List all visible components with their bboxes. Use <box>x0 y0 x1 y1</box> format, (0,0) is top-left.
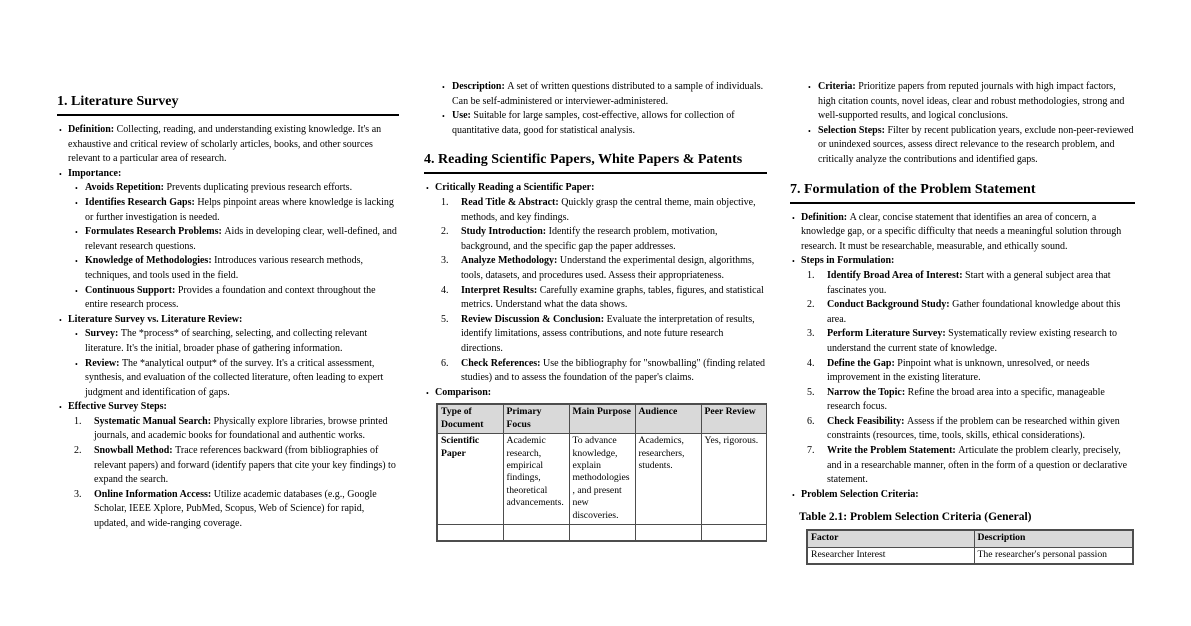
bullet-icon: • <box>426 388 429 398</box>
table-header-cell: Peer Review <box>701 404 767 433</box>
list-item-label: Continuous Support: <box>85 284 176 296</box>
list-item-label: Read Title & Abstract: <box>461 196 559 208</box>
list-item-text: Introduces various research methods, techniques, and tools used in the field. <box>85 255 363 281</box>
list-item <box>57 327 399 356</box>
number-marker: 1. <box>807 269 815 281</box>
list-item <box>424 225 767 254</box>
list-item-label: Use: <box>452 110 471 122</box>
list-item <box>424 109 767 138</box>
list-item-label: Analyze Methodology: <box>461 255 558 267</box>
list-item-label: Review: <box>85 357 120 369</box>
bullet-icon: • <box>75 184 78 194</box>
document-column-2 <box>424 80 767 626</box>
list-item-text: Quickly grasp the central theme, main objective, methods, and key findings. <box>461 196 756 223</box>
table-cell: The researcher's personal passion <box>974 547 1133 564</box>
bullet-icon: • <box>75 257 78 267</box>
list-item-label: Identifies Research Gaps: <box>85 196 195 208</box>
list-item <box>57 123 399 167</box>
table-cell <box>569 524 635 541</box>
list-item-text: Identify the research problem, motivation, background, and the specific gap the paper addresses. <box>461 226 718 252</box>
list-item <box>790 488 1135 503</box>
number-marker: 6. <box>807 415 815 427</box>
document-column-1 <box>57 80 399 626</box>
list-item <box>424 357 767 386</box>
list-item-text: Helps pinpoint areas where knowledge is lacking or further investigation is needed. <box>85 196 394 223</box>
bullet-icon: • <box>792 490 795 500</box>
number-marker: 5. <box>807 386 815 398</box>
list-item-label: Problem Selection Criteria: <box>801 488 919 500</box>
list-item <box>424 80 767 109</box>
list-item-label: Systematic Manual Search: <box>94 415 212 427</box>
list-item-label: Check Feasibility: <box>827 415 905 427</box>
list-item-label: Avoids Repetition: <box>85 182 164 194</box>
table-cell <box>437 524 503 541</box>
list-item <box>57 225 399 254</box>
list-item-label: Perform Literature Survey: <box>827 328 946 340</box>
list-item <box>57 284 399 313</box>
list-item-text: Refine the broad area into a specific, manageable research focus. <box>827 386 1105 413</box>
list-item-label: Effective Survey Steps: <box>68 401 167 413</box>
list-item-text: Collecting, reading, and understanding existing knowledge. It's an exhaustive and critical review of scholarly articles, books, and other sources relevant to a particular area of research. <box>68 124 382 165</box>
list-item-text: Aids in developing clear, well-defined, and relevant research questions. <box>85 226 397 252</box>
list-item-text: Assess if the problem can be researched within given constraints (resources, time, tools, skills, ethical considerations). <box>827 415 1120 442</box>
list-item <box>424 181 767 196</box>
table-header-cell: Description <box>974 530 1133 547</box>
list-item <box>790 444 1135 488</box>
list-item-text: Pinpoint what is unknown, unresolved, or needs improvement in the existing literature. <box>827 357 1090 384</box>
list-item <box>57 444 399 488</box>
list-item-text: Evaluate the interpretation of results, identify limitations, assess contributions, and note future research directions. <box>461 313 755 354</box>
list-item-label: Literature Survey vs. Literature Review: <box>68 313 243 325</box>
list-item-label: Importance: <box>68 167 122 179</box>
number-marker: 3. <box>807 328 815 340</box>
list-item-label: Criteria: <box>818 81 856 92</box>
section-heading: 4. Reading Scientific Papers, White Papers & Patents <box>424 151 767 174</box>
list-item-text: A clear, concise statement that identifies an area of concern, a knowledge gap, or a specific difficulty that needs a meaningful solution through research. It must be researchable, measurable, and ethically sound. <box>801 211 1122 252</box>
number-marker: 6. <box>441 357 449 369</box>
list-item <box>790 298 1135 327</box>
list-item <box>57 196 399 225</box>
number-marker: 3. <box>441 255 449 267</box>
list-item-text: Prioritize papers from reputed journals with high impact factors, high citation counts, novel ideas, clear and robust methodologies, strong and well-supported results, and logical conclusions. <box>818 81 1125 122</box>
list-item-label: Steps in Formulation: <box>801 255 895 267</box>
number-marker: 1. <box>74 415 82 427</box>
table-caption: Table 2.1: Problem Selection Criteria (General) <box>799 511 1032 524</box>
table-cell <box>503 524 569 541</box>
comparison-table <box>436 403 767 542</box>
number-marker: 2. <box>74 445 82 457</box>
bullet-icon: • <box>792 213 795 223</box>
list-item-text: The *process* of searching, selecting, and collecting relevant literature. It's the initial, broader phase of gathering information. <box>85 328 368 354</box>
list-item <box>57 357 399 401</box>
table-header-cell: Primary Focus <box>503 404 569 433</box>
bullet-icon: • <box>75 286 78 296</box>
list-item-text: Systematically review existing research to understand the current state of knowledge. <box>827 328 1118 354</box>
list-item-text: A set of written questions distributed to a sample of individuals. Can be self-administered or interviewer-administered. <box>452 81 764 107</box>
list-item <box>790 415 1135 444</box>
list-item-text: Utilize academic databases (e.g., Google Scholar, IEEE Xplore, PubMed, Scopus, Web of Science) for rapid, updated, and wide-ranging coverage. <box>94 488 377 530</box>
list-item-text: Carefully examine graphs, tables, figures, and statistical metrics. Understand what the data shows. <box>461 284 764 311</box>
number-marker: 4. <box>441 284 449 296</box>
number-marker: 2. <box>441 226 449 238</box>
list-item <box>790 269 1135 298</box>
criteria-table <box>806 529 1134 565</box>
table-cell: Scientific Paper <box>437 434 503 525</box>
list-item-label: Selection Steps: <box>818 124 885 136</box>
list-item-text: Filter by recent publication years, exclude non-peer-reviewed or unindexed sources, assess direct relevance to the research problem, and critically analyze the contributions and identified gaps. <box>818 124 1134 165</box>
number-marker: 3. <box>74 488 82 500</box>
number-marker: 7. <box>807 445 815 457</box>
section-heading: 1. Literature Survey <box>57 93 399 116</box>
list-item-label: Knowledge of Methodologies: <box>85 255 212 267</box>
list-item-text: Provides a foundation and context throughout the entire research process. <box>85 284 376 311</box>
bullet-icon: • <box>59 126 62 135</box>
list-item-text: Physically explore libraries, browse printed journals, and academic books for foundational and authentic works. <box>94 415 388 442</box>
list-item <box>57 254 399 283</box>
list-item <box>57 488 399 532</box>
list-item-label: Critically Reading a Scientific Paper: <box>435 182 595 194</box>
list-item <box>424 254 767 283</box>
table-row <box>807 547 1133 564</box>
list-item <box>57 415 399 444</box>
table-header-cell: Factor <box>807 530 974 547</box>
list-item-label: Narrow the Topic: <box>827 386 906 398</box>
bullet-icon: • <box>75 228 78 238</box>
list-item-label: Description: <box>452 81 505 92</box>
bullet-icon: • <box>75 330 78 340</box>
list-item-text: Suitable for large samples, cost-effective, allows for collection of quantitative data, good for statistical analysis. <box>452 110 735 136</box>
list-item <box>57 181 399 196</box>
bullet-icon: • <box>59 403 62 413</box>
list-item-label: Definition: <box>68 124 115 135</box>
table-row <box>437 434 767 525</box>
table-cell <box>701 524 767 541</box>
table-header-cell: Main Purpose <box>569 404 635 433</box>
list-item-text: Start with a general subject area that fascinates you. <box>827 269 1111 296</box>
bullet-icon: • <box>792 257 795 267</box>
list-item <box>57 167 399 182</box>
table-row <box>437 524 767 541</box>
list-item-label: Identify Broad Area of Interest: <box>827 269 963 281</box>
list-item <box>424 386 767 401</box>
bullet-icon: • <box>59 169 62 179</box>
document-column-3 <box>790 80 1135 626</box>
number-marker: 2. <box>807 299 815 311</box>
table-header-cell: Type of Document <box>437 404 503 433</box>
list-item-text: Articulate the problem clearly, precisely, and in a researchable manner, often in the form of a question or declarative statement. <box>827 445 1128 486</box>
list-item <box>790 386 1135 415</box>
list-item <box>790 327 1135 356</box>
list-item-label: Comparison: <box>435 386 492 398</box>
bullet-icon: • <box>808 126 811 136</box>
list-item <box>790 254 1135 269</box>
bullet-icon: • <box>75 198 78 208</box>
list-item-label: Review Discussion & Conclusion: <box>461 313 605 325</box>
number-marker: 5. <box>441 313 449 325</box>
table-cell: Researcher Interest <box>807 547 974 564</box>
bullet-icon: • <box>442 112 445 122</box>
table-cell: To advance knowledge, explain methodologies, and present new discoveries. <box>569 434 635 525</box>
list-item <box>790 124 1135 168</box>
list-item-label: Write the Problem Statement: <box>827 445 956 457</box>
list-item-text: The *analytical output* of the survey. It's a critical assessment, synthesis, and evaluation of the collected literature, often leading to expert judgment and identification of gaps. <box>85 357 384 398</box>
bullet-icon: • <box>808 83 811 92</box>
number-marker: 4. <box>807 357 815 369</box>
section-heading: 7. Formulation of the Problem Statement <box>790 181 1135 204</box>
list-item-label: Define the Gap: <box>827 357 895 369</box>
table-cell: Academics, researchers, students. <box>635 434 701 525</box>
list-item <box>57 313 399 328</box>
list-item-label: Definition: <box>801 211 848 223</box>
list-item-text: Gather foundational knowledge about this area. <box>827 299 1121 325</box>
list-item <box>424 196 767 225</box>
number-marker: 1. <box>441 196 449 208</box>
list-item-label: Conduct Background Study: <box>827 299 950 311</box>
list-item-text: Use the bibliography for "snowballing" (finding related studies) and to assess the foundation of the paper's claims. <box>461 357 766 384</box>
list-item-label: Survey: <box>85 328 119 340</box>
list-item <box>790 80 1135 124</box>
table-cell: Yes, rigorous. <box>701 434 767 525</box>
list-item-label: Snowball Method: <box>94 445 173 457</box>
list-item-label: Interpret Results: <box>461 284 538 296</box>
list-item-label: Study Introduction: <box>461 226 547 238</box>
list-item <box>424 284 767 313</box>
list-item <box>790 211 1135 255</box>
list-item <box>790 357 1135 386</box>
table-header-cell: Audience <box>635 404 701 433</box>
table-cell: Academic research, empirical findings, theoretical advancements. <box>503 434 569 525</box>
list-item-text: Prevents duplicating previous research efforts. <box>163 182 353 194</box>
list-item-label: Online Information Access: <box>94 488 212 500</box>
bullet-icon: • <box>75 359 78 369</box>
bullet-icon: • <box>442 83 445 92</box>
list-item <box>424 313 767 357</box>
list-item-label: Check References: <box>461 357 541 369</box>
bullet-icon: • <box>59 315 62 325</box>
bullet-icon: • <box>426 184 429 194</box>
list-item-text: Understand the experimental design, algorithms, tools, datasets, and procedures used. Assess their appropriateness. <box>461 255 755 281</box>
list-item <box>57 400 399 415</box>
list-item-label: Formulates Research Problems: <box>85 226 222 238</box>
table-cell <box>635 524 701 541</box>
list-item-text: Trace references backward (from bibliographies of relevant papers) and forward (identify papers that cite your key findings) to expand the search. <box>94 445 396 486</box>
